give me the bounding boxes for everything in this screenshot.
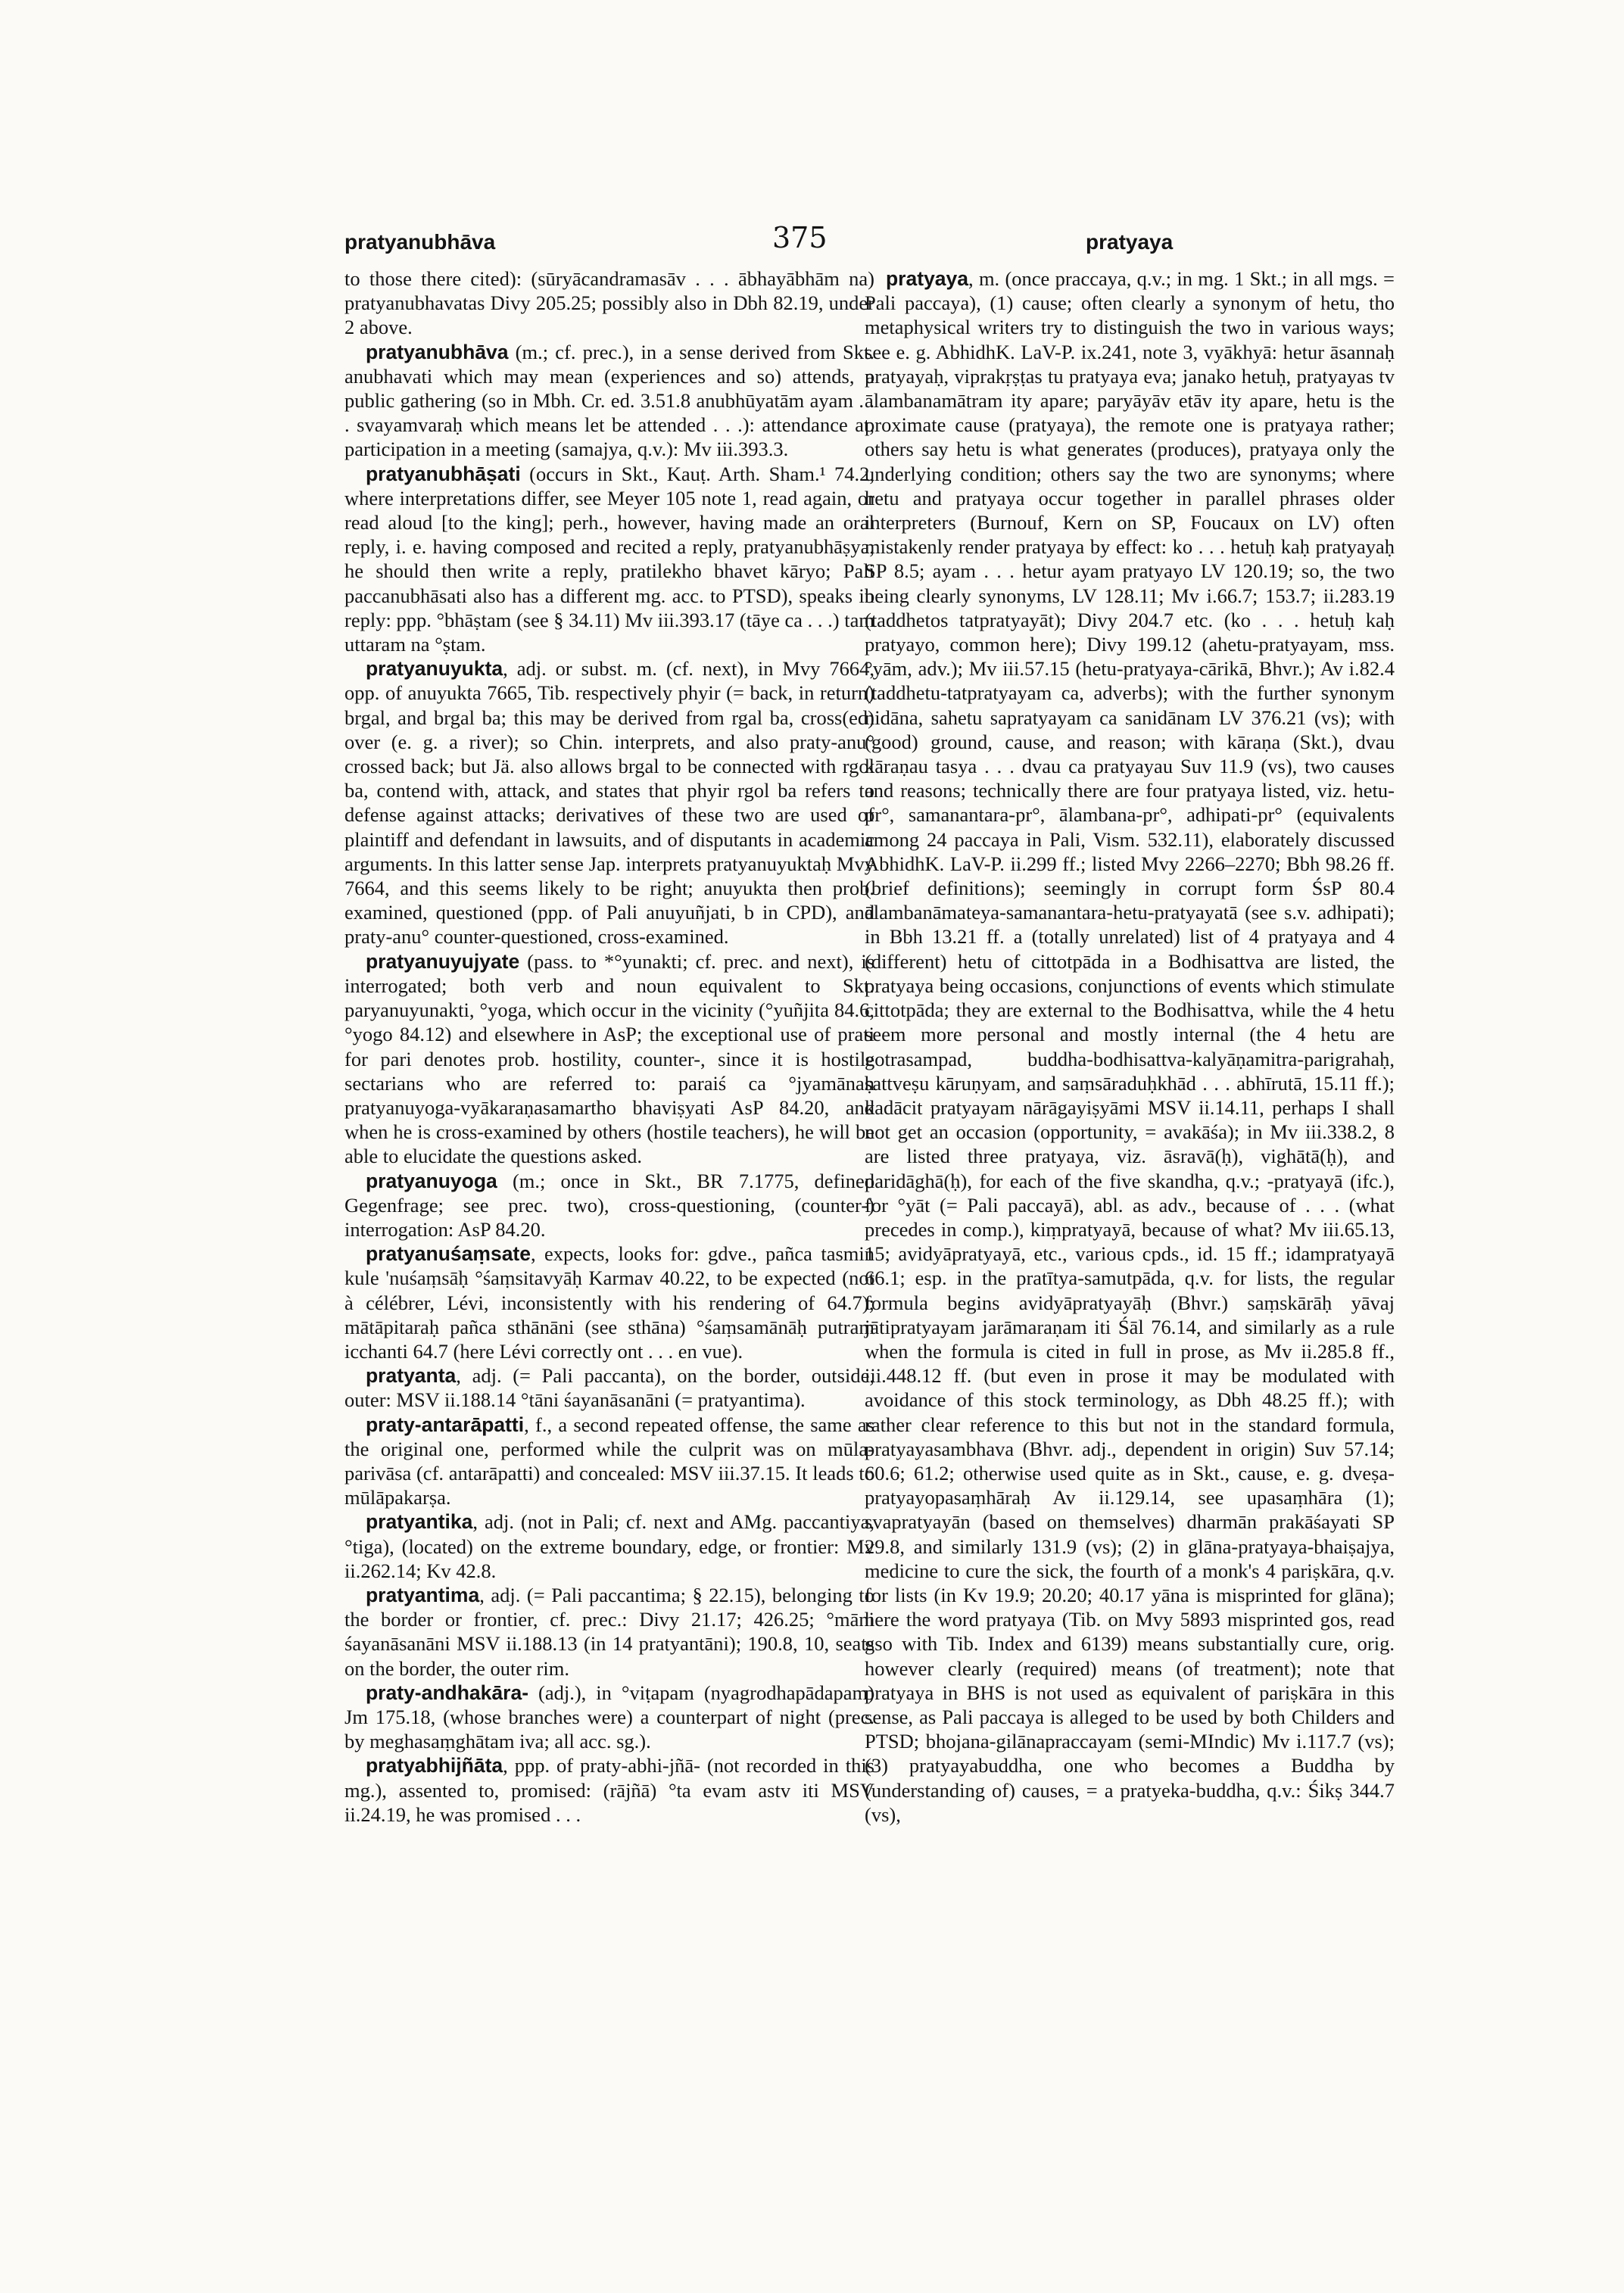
right-running-headword: pratyaya [1086, 230, 1174, 254]
dictionary-entry [344, 1413, 874, 1510]
entry-text: , f., a second repeated offense, the same as the original one, performed while the culprit was on mūla-parivāsa (cf. antarāpatti) and concealed: MSV iii.37.15. It leads to mūlāpakarṣa. [344, 1413, 874, 1509]
entry-headword: pratyanubhāṣati [366, 462, 521, 485]
dictionary-entry [344, 1753, 874, 1827]
dictionary-entry [344, 340, 874, 462]
entry-headword: pratyanuśaṃsate [366, 1242, 531, 1266]
dictionary-entry [344, 949, 874, 1169]
entry-text: , adj. (= Pali paccantima; § 22.15), belonging to the border or frontier, cf. prec.: Divy 21.17; 426.25; °māni śayanāsanāni MSV ii.188.13 (in 14 pratyantāni); 190.8, 10, seats on the border, the outer rim. [344, 1583, 874, 1680]
entry-headword: pratyanubhāva [366, 340, 509, 363]
entry-text: , ppp. of praty-abhi-jñā- (not recorded in this mg.), assented to, promised: (rājñā) °ta evam astv iti MSV ii.24.19, he was promised . . . [344, 1754, 874, 1826]
entry-text: (occurs in Skt., Kauṭ. Arth. Sham.¹ 74.2, where interpretations differ, see Meyer 105 note 1, read again, or read aloud [to the king]; perh., however, having made an oral reply, i. e. having composed and recited a reply, pratyanubhāṣya, he should then write a reply, pratilekho bhavet kāryo; Pali paccanubhāsati also has a different mg. acc. to PTSD), speaks in reply: ppp. °bhāṣtam (see § 34.11) Mv iii.393.17 (tāye ca . . .) tam uttaram na °ṣtam. [344, 462, 874, 656]
dictionary-entry [344, 1363, 874, 1412]
entry-headword: praty-andhakāra- [366, 1681, 529, 1704]
dictionary-entry [865, 266, 1395, 1827]
entry-headword: pratyanuyujyate [366, 949, 520, 973]
page-number: 375 [772, 221, 828, 254]
dictionary-entry [344, 1681, 874, 1754]
entry-headword: pratyanuyoga [366, 1169, 497, 1192]
right-column [865, 266, 1395, 1827]
entry-headword: pratyanta [366, 1364, 457, 1388]
left-column [344, 266, 874, 1827]
entry-text: , adj. (= Pali paccanta), on the border, outside, outer: MSV ii.188.14 °tāni śayanāsanāni (= pratyantima). [344, 1364, 874, 1412]
entry-headword: pratyaya [886, 267, 969, 290]
dictionary-entry [344, 656, 874, 949]
entry-text: (adj.), in °viṭapam (nyagrodhapādapam) Jm 175.18, (whose branches were) a counterpart of night (prec. by meghasaṃghātam iva; all acc. sg.). [344, 1681, 874, 1753]
dictionary-entry [344, 1242, 874, 1363]
entry-headword: pratyantika [366, 1510, 473, 1534]
entry-text: (pass. to *°yunakti; cf. prec. and next), is interrogated; both verb and noun equivalent to Skt. paryanuyunakti, °yoga, which occur in the vicinity (°yuñjita 84.6, °yogo 84.12) and elsewhere in AsP; the exceptional use of prati for pari denotes prob. hostility, counter-, since it is hostile sectarians who are referred to: paraiś ca °jyamānaḥ pratyanuyoga-vyākaraṇasamartho bhaviṣyati AsP 84.20, and when he is cross-examined by others (hostile teachers), he will be able to elucidate the questions asked. [344, 949, 874, 1168]
entry-headword: pratyabhijñāta [366, 1754, 503, 1777]
dictionary-entry [344, 462, 874, 657]
entry-text: , m. (once praccaya, q.v.; in mg. 1 Skt.; in all mgs. = Pali paccaya), (1) cause; often clearly a synonym of hetu, tho metaphysical writers try to distinguish the two in various ways; see e. g. AbhidhK. LaV-P. ix.241, note 3, vyākhyā: hetur āsannaḥ pratyayaḥ, viprakṛṣṭas tu pratyaya eva; janako hetuḥ, pratyayas tv ālambanamātram ity apare; paryāyāv etāv ity apare, hetu is the proximate cause (pratyaya), the remote one is pratyaya rather; others say hetu is what generates (produces), pratyaya only the underlying condition; others say the two are synonyms; where hetu and pratyaya occur together in parallel phrases older interpreters (Burnouf, Kern on SP, Foucaux on LV) often mistakenly render pratyaya by effect: ko . . . hetuḥ kaḥ pratyayaḥ SP 8.5; ayam . . . hetur ayam pratyayo LV 120.19; so, the two being clearly synonyms, LV 128.11; Mv i.66.7; 153.7; ii.283.19 (taddhetos tatpratyayāt); Divy 204.7 etc. (ko . . . hetuḥ kaḥ pratyayo, common here); Divy 199.12 (ahetu-pratyayam, mss. °yām, adv.); Mv iii.57.15 (hetu-pratyaya-cārikā, Bhvr.); Av i.82.4 (taddhetu-tatpratyayam ca, adverbs); with the further synonym nidāna, sahetu sapratyayam ca sanidānam LV 376.21 (vs); with (good) ground, cause, and reason; with kāraṇa (Skt.), dvau kāraṇau tasya . . . dvau ca pratyayau Suv 11.9 (vs), two causes and reasons; technically there are four pratyaya listed, viz. hetu-pr°, samanantara-pr°, ālambana-pr°, adhipati-pr° (equivalents among 24 paccaya in Pali, Vism. 532.11), elaborately discussed AbhidhK. LaV-P. ii.299 ff.; listed Mvy 2266–2270; Bbh 98.26 ff. (brief definitions); seemingly in corrupt form ŚsP 80.4 ālambanāmateya-samanantara-hetu-pratyayatā (see s.v. adhipati); in Bbh 13.21 ff. a (totally unrelated) list of 4 pratyaya and 4 (different) hetu of cittotpāda in a Bodhisattva are listed, the pratyaya being occasions, conjunctions of events which stimulate cittotpāda; they are external to the Bodhisattva, while the 4 hetu seem more personal and mostly internal (the 4 hetu are gotrasampad, buddha-bodhisattva-kalyāṇamitra-parigrahaḥ, sattveṣu kāruṇyam, and saṃsāraduḥkhād . . . abhīrutā, 15.11 ff.); kadācit pratyayam nārāgayiṣyāmi MSV ii.14.11, perhaps I shall not get an occasion (opportunity, = avakāśa); in Mv iii.338.2, 8 are listed three pratyaya, viz. āsravā(ḥ), vighātā(ḥ), and paridāghā(ḥ), for each of the five skandha, q.v.; -pratyayā (ifc.), for °yāt (= Pali paccayā), abl. as adv., because of . . . (what precedes in comp.), kiṃpratyayā, because of what? Mv iii.65.13, 15; avidyāpratyayā, etc., various cpds., id. 15 ff.; idampratyayā 66.1; esp. in the pratītya-samutpāda, q.v. for lists, the regular formula begins avidyāpratyayāḥ (Bhvr.) saṃskārāḥ yāvaj jātipratyayam jarāmaraṇam iti Śāl 76.14, and similarly as a rule when the formula is cited in full in prose, as Mv ii.285.8 ff., iii.448.12 ff. (but even in prose it may be modulated with avoidance of this stock terminology, as Dbh 48.25 ff.); with rather clear reference to this but not in the standard formula, pratyayasambhava (Bhvr. adj., dependent in origin) Suv 57.14; 60.6; 61.2; otherwise used quite as in Skt., cause, e. g. dveṣa-pratyayopasaṃhāraḥ Av ii.129.14, see upasaṃhāra (1); svapratyayān (based on themselves) dharmān prakāśayati SP 29.8, and similarly 131.9 (vs); (2) in glāna-pratyaya-bhaiṣajya, medicine to cure the sick, the fourth of a monk's 4 pariṣkāra, q.v. for lists (in Kv 19.9; 20.20; 40.17 yāna is misprinted for glāna); here the word pratyaya (Tib. on Mvy 5893 misprinted gos, read gso with Tib. Index and 6139) means substantially cure, orig. however clearly (required) means (of treatment); note that pratyaya in BHS is not used as equivalent of pariṣkāra in this sense, as Pali paccaya is alleged to be used by both Childers and PTSD; bhojana-gilānapraccayam (semi-MIndic) Mv i.117.7 (vs); (3) pratyayabuddha, one who becomes a Buddha by (understanding of) causes, = a pratyeka-buddha, q.v.: Śikṣ 344.7 (vs), [865, 267, 1395, 1826]
entry-headword: praty-antarāpatti [366, 1413, 525, 1436]
entry-text: (m.; once in Skt., BR 7.1775, defined Gegenfrage; see prec. two), cross-questioning, (counter-) interrogation: AsP 84.20. [344, 1169, 874, 1241]
entry-headword: pratyantima [366, 1583, 480, 1606]
entry-text: , adj. (not in Pali; cf. next and AMg. paccantiya, °tiga), (located) on the extreme boundary, edge, or frontier: Mv ii.262.14; Kv 42.8. [344, 1510, 874, 1582]
left-running-headword: pratyanubhāva [344, 230, 496, 254]
dictionary-entry [344, 1509, 874, 1583]
dictionary-entry [344, 1583, 874, 1681]
dictionary-entry [344, 1169, 874, 1242]
entry-text: , adj. or subst. m. (cf. next), in Mvy 7664, opp. of anuyukta 7665, Tib. respectively phyir (= back, in return) brgal, and brgal ba; this may be derived from rgal ba, cross(ed) over (e. g. a river); so Chin. interprets, and also praty-anu° crossed back; but Jä. also allows brgal to be connected with rgol ba, contend with, attack, and states that phyir rgol ba refers to defense against attacks; derivatives of these two are used of plaintiff and defendant in lawsuits, and of disputants in academic arguments. In this latter sense Jap. interprets pratyanuyuktaḥ Mvy 7664, and this seems likely to be right; anuyukta then prob. examined, questioned (ppp. of Pali anuyuñjati, b in CPD), and praty-anu° counter-questioned, cross-examined. [344, 657, 874, 949]
entry-text: to those there cited): (sūryācandramasāv . . . ābhayābhām na) pratyanubhavatas Divy 205.25; possibly also in Dbh 82.19, under 2 above. [344, 267, 874, 339]
entry-headword: pratyanuyukta [366, 657, 503, 681]
page-header [0, 221, 1624, 273]
entry-text: (m.; cf. prec.), in a sense derived from Skt. anubhavati which may mean (experiences and so) attends, a public gathering (so in Mbh. Cr. ed. 3.51.8 anubhūyatām ayam . . . svayamvaraḥ which means let be attended . . .): attendance at, participation in a meeting (samajya, q.v.): Mv iii.393.3. [344, 340, 874, 461]
dictionary-entry [344, 266, 874, 340]
entry-text: , expects, looks for: gdve., pañca tasmin kule 'nuśaṃsāḥ °śaṃsitavyāḥ Karmav 40.22, to be expected (not à célébrer, Lévi, inconsistently with his rendering of 64.7); mātāpitaraḥ pañca sthānāni (see sthāna) °śaṃsamānāḥ putram icchanti 64.7 (here Lévi correctly ont . . . en vue). [344, 1242, 874, 1363]
